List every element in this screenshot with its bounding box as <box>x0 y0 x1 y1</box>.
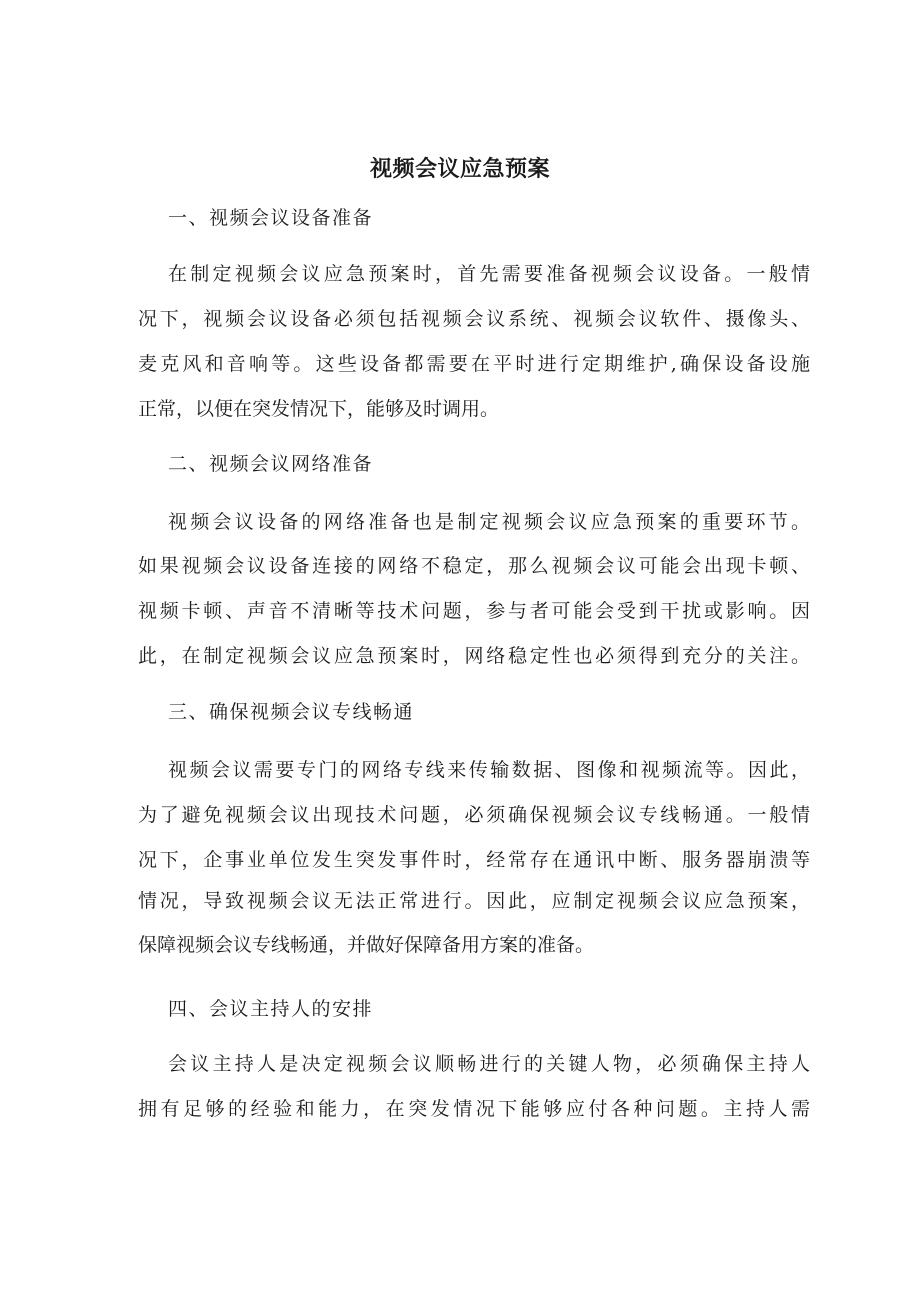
paragraph-line: 会议主持人是决定视频会议顺畅进行的关键人物，必须确保主持人 <box>168 1053 810 1075</box>
paragraph-line: 为了避免视频会议出现技术问题，必须确保视频会议专线畅通。一般情 <box>138 804 810 826</box>
paragraph-line: 况下，企事业单位发生突发事件时，经常存在通讯中断、服务器崩溃等 <box>138 849 810 871</box>
paragraph-line: 如果视频会议设备连接的网络不稳定，那么视频会议可能会出现卡顿、 <box>138 555 810 577</box>
section-heading-4: 四、会议主持人的安排 <box>168 998 374 1020</box>
paragraph-line: 况下，视频会议设备必须包括视频会议系统、视频会议软件、摄像头、 <box>138 308 810 330</box>
paragraph-line: 在制定视频会议应急预案时，首先需要准备视频会议设备。一般情 <box>168 263 810 285</box>
paragraph-line: 视频卡顿、声音不清晰等技术问题，参与者可能会受到干扰或影响。因 <box>138 600 810 622</box>
paragraph-line: 保障视频会议专线畅通，并做好保障备用方案的准备。 <box>138 934 595 956</box>
section-heading-1: 一、视频会议设备准备 <box>168 207 374 229</box>
paragraph-line: 情况，导致视频会议无法正常进行。因此，应制定视频会议应急预案， <box>138 890 810 912</box>
paragraph-line: 拥有足够的经验和能力，在突发情况下能够应付各种问题。主持人需 <box>138 1098 810 1120</box>
paragraph-line: 视频会议设备的网络准备也是制定视频会议应急预案的重要环节。 <box>168 511 810 533</box>
paragraph-line: 正常，以便在突发情况下，能够及时调用。 <box>138 398 500 420</box>
paragraph-line: 此，在制定视频会议应急预案时，网络稳定性也必须得到充分的关注。 <box>138 645 810 667</box>
section-heading-2: 二、视频会议网络准备 <box>168 453 374 475</box>
paragraph-line: 视频会议需要专门的网络专线来传输数据、图像和视频流等。因此， <box>168 759 810 781</box>
section-heading-3: 三、确保视频会议专线畅通 <box>168 701 415 723</box>
document-title: 视频会议应急预案 <box>369 157 550 182</box>
paragraph-line: 麦克风和音响等。这些设备都需要在平时进行定期维护,确保设备设施 <box>138 353 810 375</box>
